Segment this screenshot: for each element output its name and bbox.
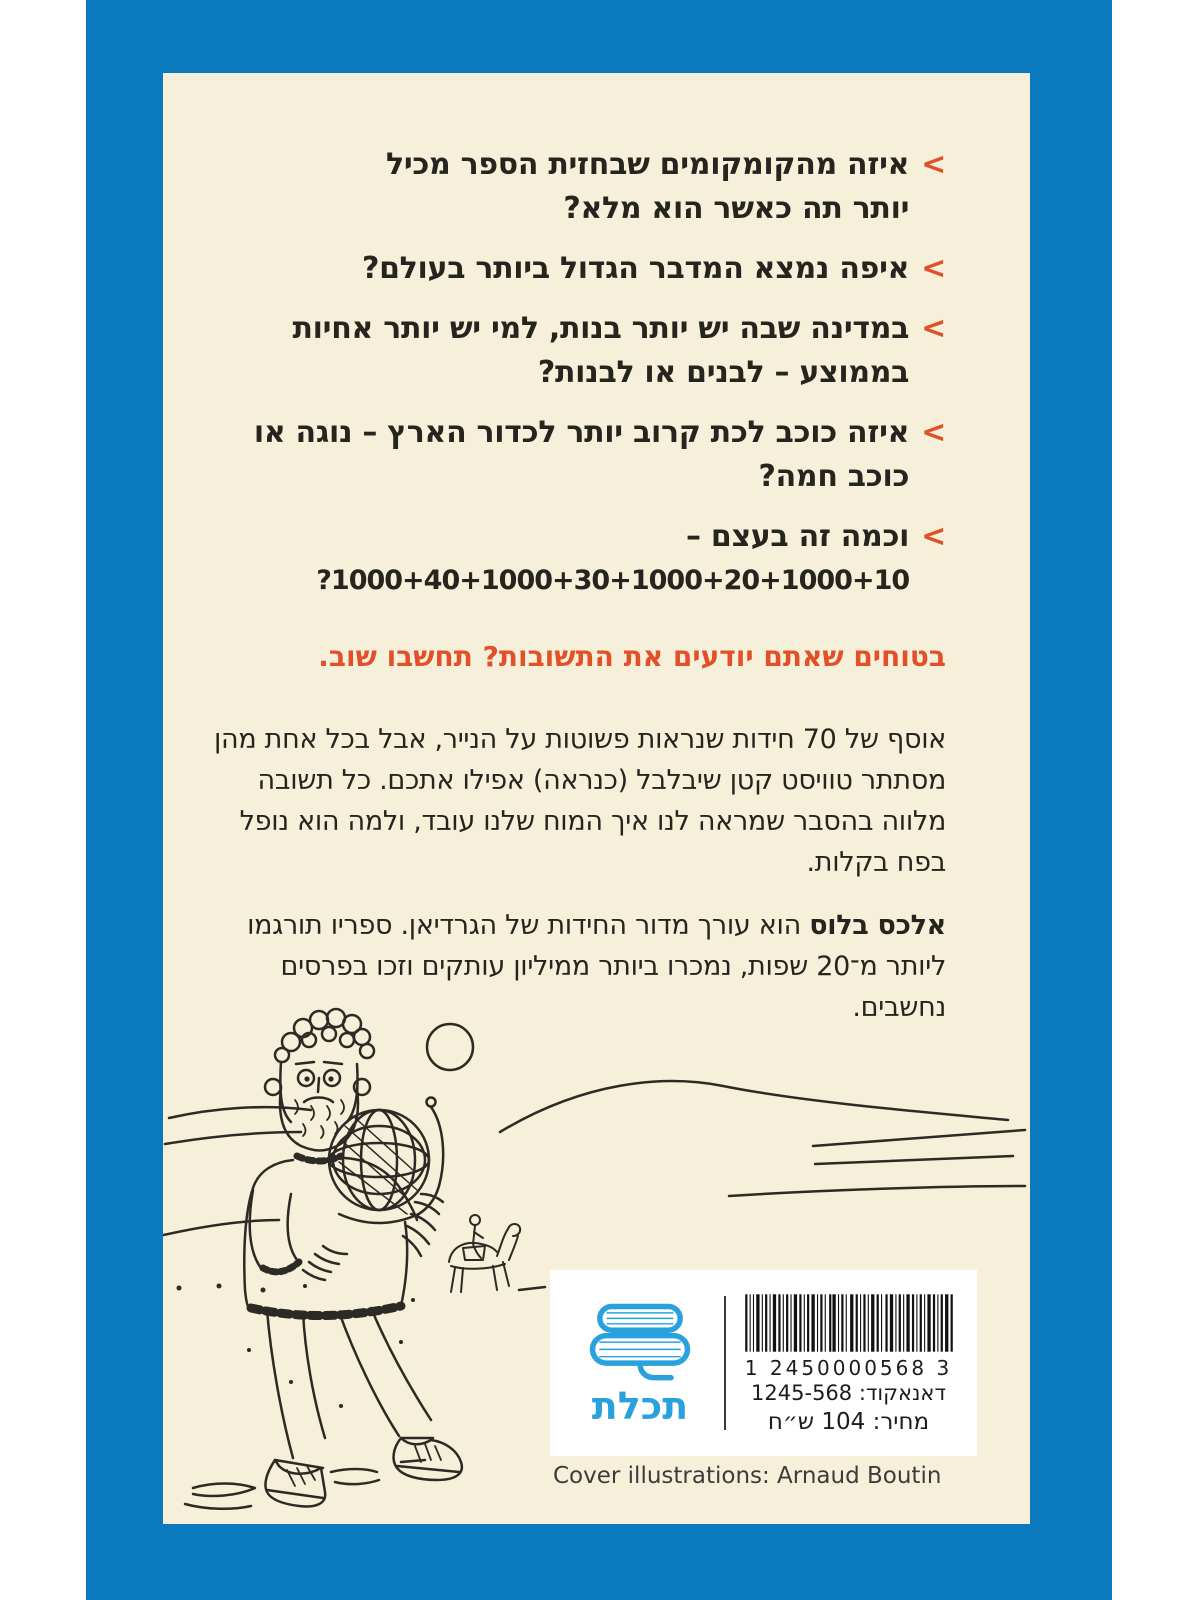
sneakers <box>265 1438 461 1506</box>
arrow-bullet-icon: < <box>921 147 946 182</box>
question-text <box>386 143 909 231</box>
books-icon <box>584 1301 696 1385</box>
question-line: יותר תה כאשר הוא מלא? <box>563 191 910 226</box>
arithmetic-riddle-line: 1000+40+1000+30+1000+20+1000+10? <box>316 565 910 596</box>
rider-head <box>470 1215 480 1225</box>
barcode-image <box>743 1292 955 1354</box>
ear <box>265 1079 281 1095</box>
beaded-belt <box>251 1306 401 1316</box>
author-bio-text: הוא עורך מדור החידות של הגרדיאן. ספריו תורגמו ליותר מ־20 שפות, נמכרו ביותר ממיליון עותקים וזכו בפרסים נחשבים. <box>247 910 946 1023</box>
publisher-logo <box>556 1301 724 1428</box>
question-line: איזה כוכב לכת קרוב יותר לכדור הארץ – נוגה או <box>253 415 910 450</box>
beaded-cuff <box>263 1262 299 1272</box>
cream-panel <box>163 73 1030 1524</box>
question-text <box>292 307 909 395</box>
text-column <box>189 73 946 1028</box>
moustache <box>304 1098 333 1103</box>
teaser-line: בטוחים שאתם יודעים את התשובות? תחשבו שוב. <box>318 640 946 673</box>
question-item <box>189 307 946 395</box>
question-item <box>189 143 946 231</box>
questions-list <box>189 73 946 603</box>
man-figure <box>244 1009 462 1506</box>
question-text <box>362 247 909 291</box>
question-item <box>189 515 946 603</box>
left-hand-fingers <box>303 1246 347 1280</box>
cover-credits: Cover illustrations: Arnaud Boutin <box>553 1463 942 1489</box>
publisher-box <box>550 1270 977 1456</box>
sweater-right-side <box>401 1222 407 1306</box>
arrow-bullet-icon: < <box>921 251 946 286</box>
question-line: כוכב חמה? <box>758 459 910 494</box>
barcode-section <box>726 1292 971 1435</box>
question-line: בממוצע – לבנים או לבנות? <box>537 355 910 390</box>
question-text <box>316 515 909 603</box>
question-line: איפה נמצא המדבר הגדול ביותר בעולם? <box>361 251 910 286</box>
question-line: במדינה שבה יש יותר בנות, למי יש יותר אחיות <box>292 311 910 346</box>
question-line: איזה מהקומקומים שבחזית הספר מכיל <box>385 147 910 182</box>
sun-icon <box>427 1024 473 1070</box>
sweater-left <box>244 1160 293 1308</box>
sand-specks <box>177 1284 416 1409</box>
danacode-text: דאנאקוד: 1245-568 <box>751 1380 946 1405</box>
question-item <box>189 411 946 499</box>
globe-finial <box>427 1098 436 1107</box>
left-sleeve <box>250 1190 297 1268</box>
arrow-bullet-icon: < <box>921 311 946 346</box>
intro-paragraph: אוסף של 70 חידות שנראות פשוטות על הנייר, אבל בכל אחת מהן מסתתר טוויסט קטן שיבלבל (כנראה) אפילו אתכם. כל תשובה מלווה בהסבר שמראה לנו איך המוח שלנו עובד, ולמה הוא נופל בפח בקלות. <box>213 724 946 878</box>
camel-with-rider <box>449 1215 520 1292</box>
question-line: וכמה זה בעצם – <box>686 519 910 554</box>
question-text <box>254 411 909 499</box>
author-name: אלכס בלוס <box>809 910 946 941</box>
publisher-wordmark: תכלת <box>591 1384 689 1428</box>
question-item <box>189 247 946 291</box>
eyebrows <box>296 1062 342 1064</box>
blue-frame <box>86 0 1112 1600</box>
arrow-bullet-icon: < <box>921 519 946 554</box>
dune-lines <box>163 1081 1025 1236</box>
curly-hair <box>275 1009 374 1062</box>
price-text: מחיר: 104 ש״ח <box>767 1408 930 1435</box>
arrow-bullet-icon: < <box>921 415 946 450</box>
barcode-number: 1 2450000568 3 <box>744 1355 953 1380</box>
nose <box>318 1078 319 1092</box>
footprints <box>185 1287 545 1509</box>
